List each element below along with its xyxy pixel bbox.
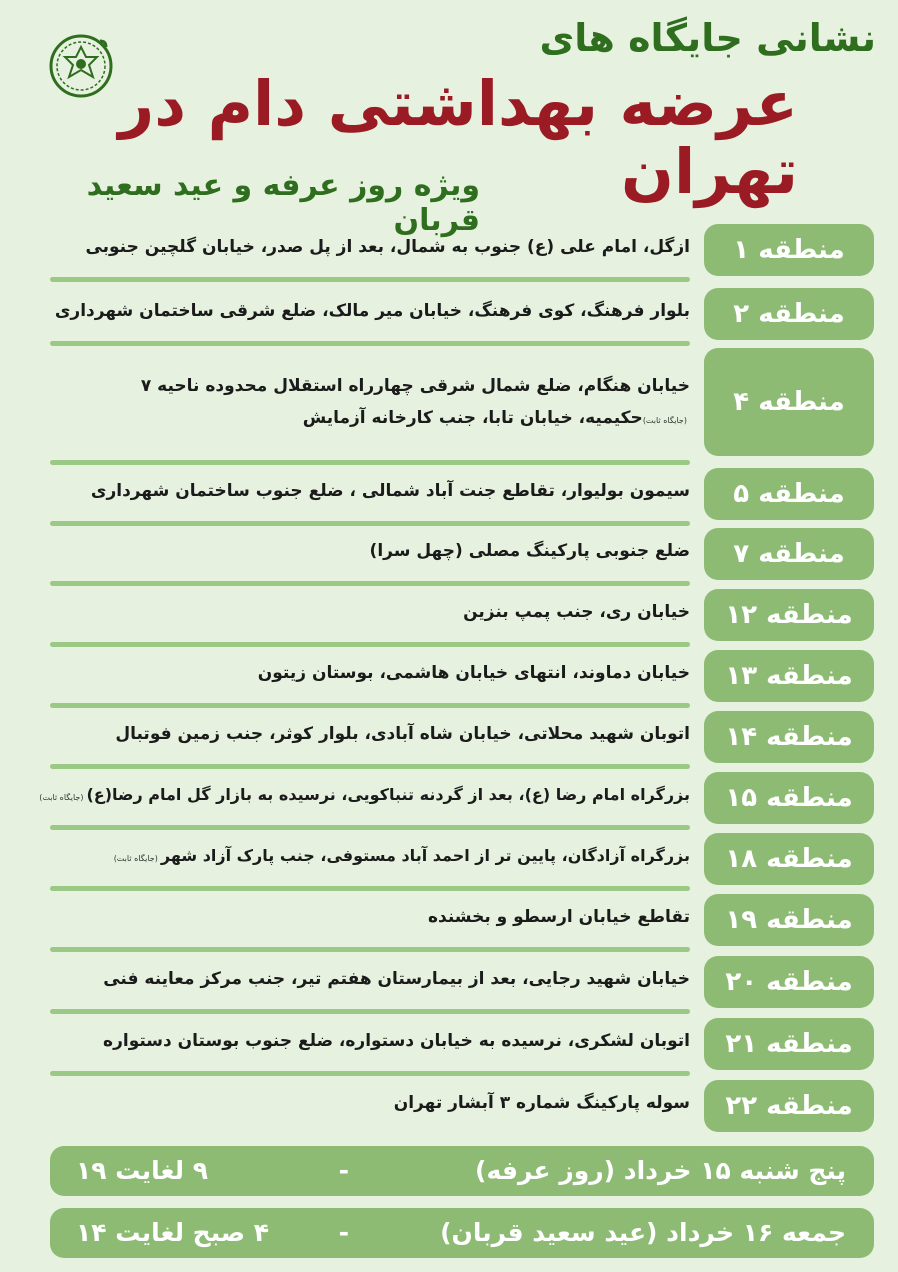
region-badge: منطقه ۱۸ (704, 833, 874, 885)
region-address: خیابان ری، جنب پمپ بنزین (463, 601, 690, 622)
region-row-13 (0, 650, 898, 702)
fixed-station-tag: (جایگاه ثابت) (113, 853, 158, 863)
title-line-2: عرضه بهداشتی دام در تهران (118, 67, 798, 209)
region-badge: منطقه ۱۵ (704, 772, 874, 824)
poster-header (0, 0, 898, 238)
row-divider (50, 521, 690, 526)
region-address: سیمون بولیوار، تقاطع جنت آباد شمالی ، ضلع جنوب ساختمان شهرداری (90, 480, 690, 501)
region-address: بلوار فرهنگ، کوی فرهنگ، خیابان میر مالک، ضلع شرقی ساختمان شهرداری (54, 300, 690, 321)
schedule-dash: - (338, 1218, 349, 1247)
region-row-22 (0, 1080, 898, 1132)
region-badge: منطقه ۲۱ (704, 1018, 874, 1070)
region-row-20 (0, 956, 898, 1008)
region-row-18 (0, 833, 898, 885)
region-row-15 (0, 772, 898, 824)
region-badge: منطقه ۴ (704, 348, 874, 456)
region-address: خیابان شهید رجایی، بعد از بیمارستان هفتم تیر، جنب مرکز معاینه فنی (103, 968, 690, 989)
region-address: ازگل، امام علی (ع) جنوب به شمال، بعد از پل صدر، خیابان گلچین جنوبی (85, 236, 690, 257)
region-row-14 (0, 711, 898, 763)
region-address: اتوبان شهید محلاتی، خیابان شاه آبادی، بلوار کوثر، جنب زمین فوتبال (115, 723, 690, 744)
row-divider (50, 581, 690, 586)
row-divider (50, 947, 690, 952)
region-address: خیابان هنگام، ضلع شمال شرقی چهارراه استقلال محدوده ناحیه ۷ (جایگاه ثابت)حکیمیه، خیابان تابا، جنب کارخانه آزمایش (140, 375, 690, 428)
schedule-date: جمعه ۱۶ خرداد (عید سعید قربان) (440, 1218, 846, 1247)
row-divider (50, 886, 690, 891)
region-badge: منطقه ۲۲ (704, 1080, 874, 1132)
region-badge: منطقه ۲۰ (704, 956, 874, 1008)
fixed-station-tag: (جایگاه ثابت) (39, 792, 84, 802)
row-divider (50, 277, 690, 282)
region-badge: منطقه ۱۴ (704, 711, 874, 763)
fixed-station-tag: (جایگاه ثابت) (642, 416, 687, 425)
row-divider (50, 703, 690, 708)
row-divider (50, 1071, 690, 1076)
row-divider (50, 642, 690, 647)
region-address: تقاطع خیابان ارسطو و بخشنده (428, 906, 690, 927)
region-badge: منطقه ۱۳ (704, 650, 874, 702)
region-row-5 (0, 468, 898, 520)
region-address: اتوبان لشکری، نرسیده به خیابان دستواره، ضلع جنوب بوستان دستواره (103, 1030, 690, 1051)
title-line-1: نشانی جایگاه های (539, 16, 876, 60)
schedule-time: ۴ صبح لغایت ۱۴ (76, 1218, 270, 1247)
region-row-4 (0, 348, 898, 458)
schedule-dash: - (338, 1156, 349, 1185)
region-address: ضلع جنوبی پارکینگ مصلی (چهل سرا) (369, 540, 690, 561)
row-divider (50, 341, 690, 346)
row-divider (50, 1009, 690, 1014)
region-address: سوله پارکینگ شماره ۳ آبشار تهران (393, 1092, 690, 1113)
region-row-1 (0, 224, 898, 276)
row-divider (50, 764, 690, 769)
row-divider (50, 460, 690, 465)
region-row-12 (0, 589, 898, 641)
schedule-time: ۹ لغایت ۱۹ (76, 1156, 208, 1185)
region-address: خیابان دماوند، انتهای خیابان هاشمی، بوستان زیتون (257, 662, 690, 683)
schedule-bar-arafah (50, 1146, 874, 1196)
schedule-bar-eid (50, 1208, 874, 1258)
region-row-2 (0, 288, 898, 340)
region-badge: منطقه ۱ (704, 224, 874, 276)
region-row-21 (0, 1018, 898, 1070)
region-address: بزرگراه آزادگان، پایین تر از احمد آباد مستوفی، جنب پارک آزاد شهر(جایگاه ثابت) (113, 845, 690, 865)
region-badge: منطقه ۲ (704, 288, 874, 340)
region-row-19 (0, 894, 898, 946)
region-badge: منطقه ۵ (704, 468, 874, 520)
tehran-municipality-seal-icon (48, 33, 114, 99)
region-address: بزرگراه امام رضا (ع)، بعد از گردنه تنباکویی، نرسیده به بازار گل امام رضا(ع)(جایگاه ثابت) (39, 784, 690, 804)
region-row-7 (0, 528, 898, 580)
region-badge: منطقه ۱۹ (704, 894, 874, 946)
region-badge: منطقه ۱۲ (704, 589, 874, 641)
schedule-date: پنج شنبه ۱۵ خرداد (روز عرفه) (475, 1156, 846, 1185)
subtitle: ویژه روز عرفه و عید سعید قربان (86, 168, 480, 238)
region-badge: منطقه ۷ (704, 528, 874, 580)
row-divider (50, 825, 690, 830)
